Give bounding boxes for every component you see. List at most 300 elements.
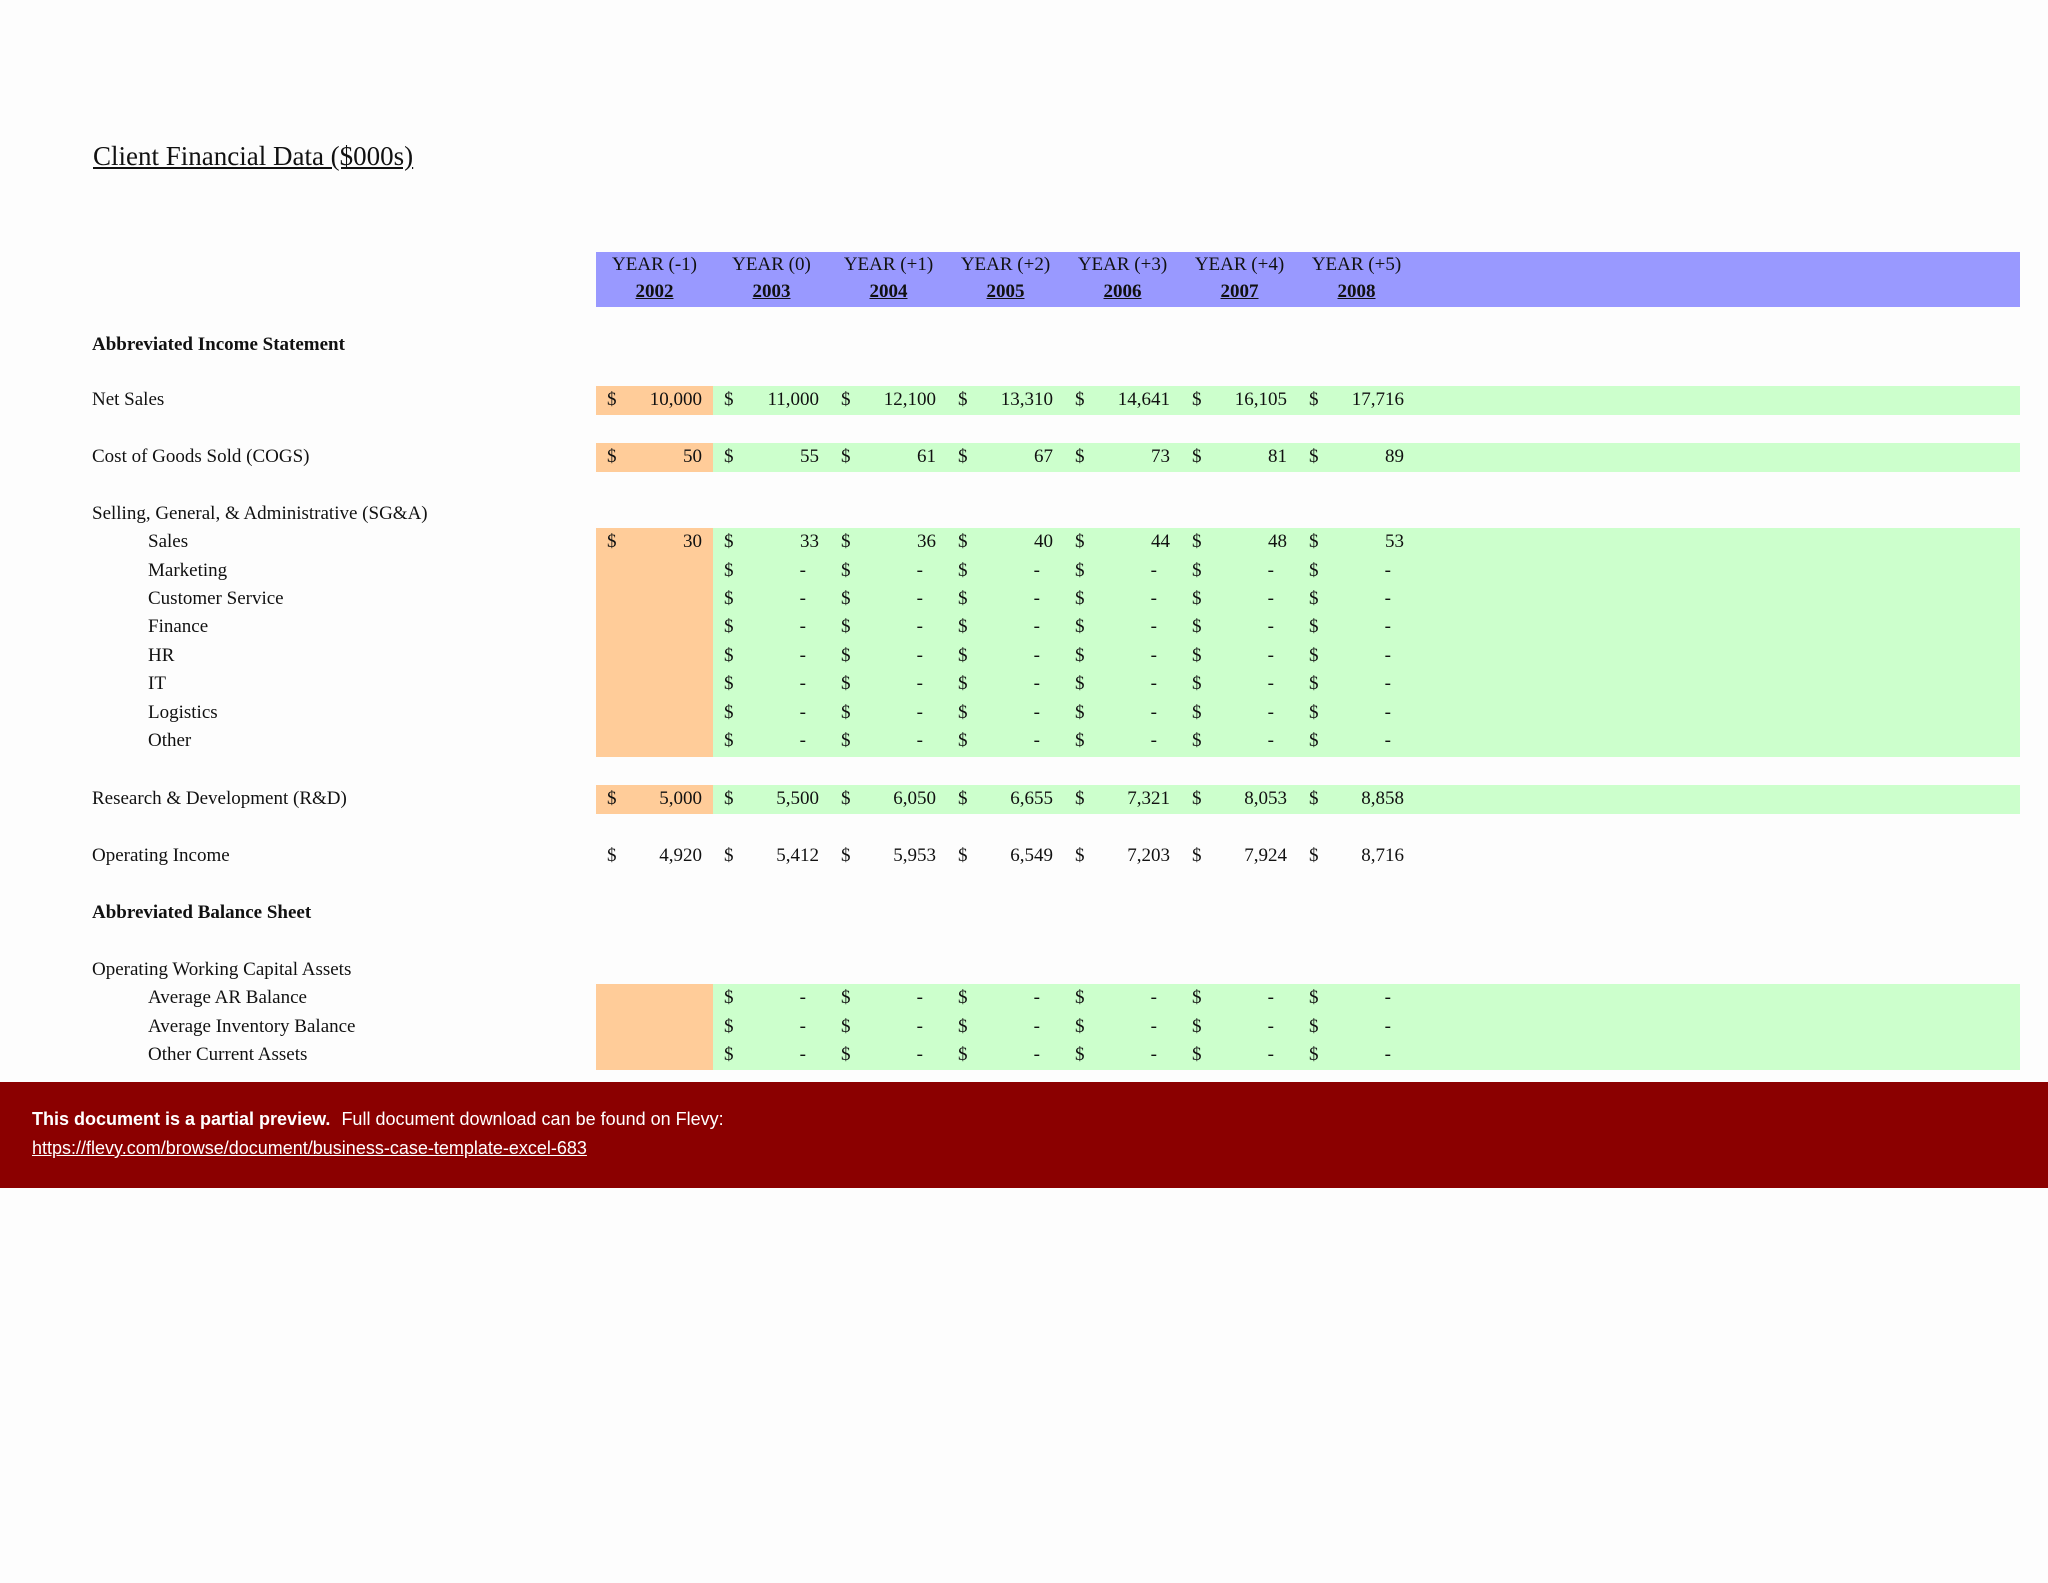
currency-symbol: $: [841, 616, 851, 637]
cell-value: 8,858: [1361, 788, 1404, 809]
cell-value: 11,000: [767, 389, 819, 410]
cell-value: -: [1384, 560, 1391, 581]
table-cell: [947, 1041, 1064, 1069]
banner-message: [32, 1109, 724, 1130]
table-cell: [1181, 785, 1298, 813]
input-band: [596, 528, 713, 757]
year-value: 2004: [869, 281, 908, 302]
currency-symbol: $: [1075, 788, 1085, 809]
table-cell: [830, 984, 947, 1012]
cell-value: 16,105: [1234, 389, 1287, 410]
currency-symbol: $: [1309, 730, 1319, 751]
table-cell: [1298, 785, 1415, 813]
year-header-2008: [1298, 251, 1415, 305]
table-cell: [713, 1041, 830, 1069]
table-cell: [830, 443, 947, 471]
year-value: 2005: [986, 281, 1025, 302]
cell-value: -: [1267, 588, 1274, 609]
table-cell: [1298, 557, 1415, 585]
table-cell: [713, 785, 830, 813]
cell-value: 73: [1151, 446, 1170, 467]
currency-symbol: $: [1309, 616, 1319, 637]
table-cell: [1064, 642, 1181, 670]
table-cell: [1064, 1041, 1181, 1069]
cell-value: 30: [683, 531, 702, 552]
currency-symbol: $: [1309, 645, 1319, 666]
table-cell: [713, 386, 830, 414]
table-cell: [1181, 613, 1298, 641]
currency-symbol: $: [841, 1016, 851, 1037]
cell-value: -: [1267, 560, 1274, 581]
currency-symbol: $: [1075, 645, 1085, 666]
cell-value: 14,641: [1117, 389, 1170, 410]
cell-value: 50: [683, 446, 702, 467]
table-cell: [1181, 642, 1298, 670]
banner-link[interactable]: https://flevy.com/browse/document/business-case-template-excel-683: [32, 1138, 587, 1158]
cell-value: 5,000: [659, 788, 702, 809]
table-cell: [947, 984, 1064, 1012]
cell-value: 61: [917, 446, 936, 467]
cell-value: -: [1033, 588, 1040, 609]
table-cell: [1064, 557, 1181, 585]
currency-symbol: $: [841, 389, 851, 410]
cell-value: -: [916, 588, 923, 609]
currency-symbol: $: [958, 560, 968, 581]
cell-value: 6,655: [1010, 788, 1053, 809]
currency-symbol: $: [958, 702, 968, 723]
currency-symbol: $: [841, 1044, 851, 1065]
table-cell: [1298, 670, 1415, 698]
table-cell: [1064, 1013, 1181, 1041]
currency-symbol: $: [724, 616, 734, 637]
table-cell: [1181, 727, 1298, 755]
cell-value: -: [916, 702, 923, 723]
table-cell: [1064, 443, 1181, 471]
table-cell: [713, 642, 830, 670]
currency-symbol: $: [1192, 673, 1202, 694]
row-label-other-ca: Other Current Assets: [148, 1044, 308, 1065]
table-cell: [1181, 984, 1298, 1012]
currency-symbol: $: [724, 560, 734, 581]
table-cell: [947, 1013, 1064, 1041]
table-cell: [947, 670, 1064, 698]
currency-symbol: $: [841, 560, 851, 581]
cell-value: -: [1384, 616, 1391, 637]
cell-value: -: [799, 645, 806, 666]
table-cell: [596, 386, 713, 414]
table-cell: [1181, 699, 1298, 727]
cell-value: -: [1033, 730, 1040, 751]
table-cell: [1181, 528, 1298, 556]
table-cell: [1181, 443, 1298, 471]
banner-text: Full document download can be found on Flevy:: [341, 1109, 724, 1129]
cell-value: -: [1150, 560, 1157, 581]
table-cell: [1064, 585, 1181, 613]
cell-value: -: [1033, 616, 1040, 637]
currency-symbol: $: [1192, 845, 1202, 866]
input-band: [596, 984, 713, 1070]
year-offset-label: YEAR (+2): [960, 254, 1051, 275]
cell-value: -: [1150, 616, 1157, 637]
cell-value: -: [916, 987, 923, 1008]
table-cell: [1298, 528, 1415, 556]
cell-value: -: [1150, 1044, 1157, 1065]
table-cell: [947, 699, 1064, 727]
cell-value: 6,549: [1010, 845, 1053, 866]
table-cell: [713, 528, 830, 556]
table-cell: [830, 842, 947, 870]
currency-symbol: $: [841, 588, 851, 609]
currency-symbol: $: [1192, 702, 1202, 723]
currency-symbol: $: [1075, 446, 1085, 467]
table-cell: [1064, 785, 1181, 813]
cell-value: 67: [1034, 446, 1053, 467]
cell-value: -: [1384, 730, 1391, 751]
cell-value: -: [1033, 1016, 1040, 1037]
currency-symbol: $: [1192, 531, 1202, 552]
currency-symbol: $: [958, 673, 968, 694]
table-cell: [596, 443, 713, 471]
cell-value: 5,412: [776, 845, 819, 866]
currency-symbol: $: [1075, 588, 1085, 609]
currency-symbol: $: [724, 788, 734, 809]
cell-value: -: [1267, 616, 1274, 637]
cell-value: -: [1384, 1044, 1391, 1065]
cell-value: -: [1033, 560, 1040, 581]
table-cell: [830, 670, 947, 698]
section-balance-sheet: Abbreviated Balance Sheet: [92, 902, 312, 923]
cell-value: 33: [800, 531, 819, 552]
table-cell: [830, 785, 947, 813]
currency-symbol: $: [1075, 730, 1085, 751]
currency-symbol: $: [1075, 616, 1085, 637]
currency-symbol: $: [1309, 389, 1319, 410]
cell-value: 8,053: [1244, 788, 1287, 809]
currency-symbol: $: [841, 446, 851, 467]
table-cell: [830, 642, 947, 670]
row-label-rnd: Research & Development (R&D): [92, 788, 347, 809]
table-cell: [1181, 1013, 1298, 1041]
currency-symbol: $: [1192, 730, 1202, 751]
cell-value: -: [1384, 673, 1391, 694]
cell-value: 10,000: [649, 389, 702, 410]
banner-bold-text: This document is a partial preview.: [32, 1109, 331, 1129]
table-cell: [1181, 585, 1298, 613]
currency-symbol: $: [958, 987, 968, 1008]
cell-value: -: [1150, 588, 1157, 609]
year-header-2005: [947, 251, 1064, 305]
table-cell: [947, 585, 1064, 613]
currency-symbol: $: [1192, 389, 1202, 410]
table-cell: [713, 585, 830, 613]
table-cell: [713, 842, 830, 870]
currency-symbol: $: [1309, 1044, 1319, 1065]
table-cell: [830, 613, 947, 641]
row-label-sga-cs: Customer Service: [148, 588, 284, 609]
currency-symbol: $: [841, 702, 851, 723]
currency-symbol: $: [841, 645, 851, 666]
cell-value: -: [916, 645, 923, 666]
table-cell: [1298, 699, 1415, 727]
table-cell: [1298, 642, 1415, 670]
table-cell: [1298, 613, 1415, 641]
currency-symbol: $: [724, 446, 734, 467]
cell-value: 36: [917, 531, 936, 552]
cell-value: -: [916, 1016, 923, 1037]
row-label-op-income: Operating Income: [92, 845, 230, 866]
cell-value: -: [1267, 1016, 1274, 1037]
cell-value: 53: [1385, 531, 1404, 552]
table-cell: [1298, 727, 1415, 755]
currency-symbol: $: [724, 645, 734, 666]
table-cell: [596, 528, 713, 556]
currency-symbol: $: [841, 531, 851, 552]
row-label-net-sales: Net Sales: [92, 389, 165, 410]
currency-symbol: $: [607, 531, 617, 552]
table-cell: [830, 727, 947, 755]
currency-symbol: $: [841, 788, 851, 809]
table-cell: [1181, 557, 1298, 585]
cell-value: -: [799, 560, 806, 581]
currency-symbol: $: [724, 730, 734, 751]
currency-symbol: $: [1309, 845, 1319, 866]
currency-symbol: $: [1192, 616, 1202, 637]
currency-symbol: $: [1192, 987, 1202, 1008]
cell-value: -: [1384, 645, 1391, 666]
table-cell: [1181, 842, 1298, 870]
cell-value: -: [1033, 673, 1040, 694]
table-cell: [1064, 613, 1181, 641]
currency-symbol: $: [607, 845, 617, 866]
currency-symbol: $: [1075, 673, 1085, 694]
cell-value: -: [1267, 702, 1274, 723]
table-cell: [713, 613, 830, 641]
currency-symbol: $: [724, 673, 734, 694]
currency-symbol: $: [1309, 588, 1319, 609]
table-cell: [947, 727, 1064, 755]
currency-symbol: $: [1309, 702, 1319, 723]
year-value: 2006: [1103, 281, 1142, 302]
currency-symbol: $: [958, 645, 968, 666]
cell-value: 7,321: [1127, 788, 1170, 809]
table-cell: [947, 528, 1064, 556]
table-cell: [713, 1013, 830, 1041]
cell-value: -: [1033, 987, 1040, 1008]
table-cell: [1298, 585, 1415, 613]
currency-symbol: $: [841, 673, 851, 694]
cell-value: -: [1384, 1016, 1391, 1037]
currency-symbol: $: [724, 845, 734, 866]
cell-value: 5,500: [776, 788, 819, 809]
currency-symbol: $: [1192, 1016, 1202, 1037]
cell-value: -: [916, 1044, 923, 1065]
cell-value: -: [799, 730, 806, 751]
table-cell: [1298, 1041, 1415, 1069]
year-offset-label: YEAR (-1): [612, 254, 697, 275]
year-offset-label: YEAR (0): [732, 254, 811, 275]
cell-value: -: [916, 616, 923, 637]
row-label-sga-sales: Sales: [148, 531, 189, 552]
currency-symbol: $: [1075, 560, 1085, 581]
cell-value: -: [799, 1016, 806, 1037]
row-label-sga-logistics: Logistics: [148, 702, 218, 723]
table-cell: [947, 557, 1064, 585]
cell-value: -: [799, 673, 806, 694]
cell-value: 13,310: [1000, 389, 1053, 410]
table-cell: [830, 1013, 947, 1041]
currency-symbol: $: [1075, 987, 1085, 1008]
cell-value: 5,953: [893, 845, 936, 866]
cell-value: 55: [800, 446, 819, 467]
table-cell: [1064, 727, 1181, 755]
currency-symbol: $: [724, 389, 734, 410]
cell-value: -: [1033, 702, 1040, 723]
cell-value: 12,100: [883, 389, 936, 410]
currency-symbol: $: [1192, 788, 1202, 809]
row-label-cogs: Cost of Goods Sold (COGS): [92, 446, 310, 467]
table-cell: [947, 443, 1064, 471]
year-value: 2007: [1220, 281, 1259, 302]
table-cell: [947, 386, 1064, 414]
cell-value: -: [1267, 673, 1274, 694]
year-value: 2003: [752, 281, 791, 302]
table-cell: [830, 557, 947, 585]
currency-symbol: $: [1309, 446, 1319, 467]
currency-symbol: $: [1309, 788, 1319, 809]
currency-symbol: $: [607, 446, 617, 467]
table-cell: [830, 699, 947, 727]
table-cell: [947, 613, 1064, 641]
cell-value: -: [1150, 702, 1157, 723]
currency-symbol: $: [958, 1016, 968, 1037]
table-cell: [830, 585, 947, 613]
table-cell: [596, 842, 713, 870]
cell-value: -: [916, 730, 923, 751]
currency-symbol: $: [1192, 1044, 1202, 1065]
cell-value: 7,203: [1127, 845, 1170, 866]
year-header-2004: [830, 251, 947, 305]
table-cell: [1298, 984, 1415, 1012]
cell-value: 8,716: [1361, 845, 1404, 866]
currency-symbol: $: [724, 531, 734, 552]
table-cell: [1064, 699, 1181, 727]
section-income-statement: Abbreviated Income Statement: [92, 334, 345, 355]
cell-value: 48: [1268, 531, 1287, 552]
cell-value: 40: [1034, 531, 1053, 552]
table-cell: [1181, 670, 1298, 698]
currency-symbol: $: [1309, 1016, 1319, 1037]
row-label-sga-hr: HR: [148, 645, 175, 666]
currency-symbol: $: [1192, 645, 1202, 666]
currency-symbol: $: [1192, 560, 1202, 581]
table-cell: [713, 557, 830, 585]
table-cell: [1181, 386, 1298, 414]
currency-symbol: $: [1075, 702, 1085, 723]
currency-symbol: $: [841, 987, 851, 1008]
year-header-2002: [596, 251, 713, 305]
cell-value: -: [1033, 645, 1040, 666]
table-cell: [830, 1041, 947, 1069]
row-label-sga-marketing: Marketing: [148, 560, 228, 581]
cell-value: 17,716: [1351, 389, 1404, 410]
cell-value: -: [1150, 730, 1157, 751]
currency-symbol: $: [724, 702, 734, 723]
table-cell: [947, 642, 1064, 670]
table-cell: [947, 842, 1064, 870]
row-label-sga-header: Selling, General, & Administrative (SG&A): [92, 503, 428, 524]
currency-symbol: $: [1192, 446, 1202, 467]
currency-symbol: $: [1309, 987, 1319, 1008]
table-cell: [1298, 443, 1415, 471]
table-cell: [1064, 842, 1181, 870]
year-header-2007: [1181, 251, 1298, 305]
cell-value: -: [799, 1044, 806, 1065]
currency-symbol: $: [724, 1044, 734, 1065]
cell-value: -: [916, 673, 923, 694]
table-cell: [1298, 386, 1415, 414]
cell-value: -: [1267, 1044, 1274, 1065]
row-label-sga-it: IT: [148, 673, 166, 694]
currency-symbol: $: [724, 1016, 734, 1037]
table-cell: [947, 785, 1064, 813]
table-cell: [1064, 984, 1181, 1012]
currency-symbol: $: [958, 788, 968, 809]
cell-value: -: [1384, 987, 1391, 1008]
cell-value: -: [1384, 702, 1391, 723]
currency-symbol: $: [1075, 389, 1085, 410]
table-cell: [1064, 528, 1181, 556]
table-cell: [1181, 1041, 1298, 1069]
cell-value: -: [916, 560, 923, 581]
preview-banner: [0, 1082, 2048, 1188]
table-cell: [1298, 842, 1415, 870]
currency-symbol: $: [607, 389, 617, 410]
year-header-2006: [1064, 251, 1181, 305]
currency-symbol: $: [958, 446, 968, 467]
year-offset-label: YEAR (+1): [843, 254, 934, 275]
row-label-sga-finance: Finance: [148, 616, 209, 637]
row-label-avg-ar: Average AR Balance: [148, 987, 307, 1008]
cell-value: -: [799, 702, 806, 723]
currency-symbol: $: [607, 788, 617, 809]
currency-symbol: $: [958, 1044, 968, 1065]
cell-value: -: [799, 588, 806, 609]
cell-value: -: [1033, 1044, 1040, 1065]
table-cell: [713, 670, 830, 698]
table-cell: [713, 699, 830, 727]
cell-value: 81: [1268, 446, 1287, 467]
currency-symbol: $: [1309, 673, 1319, 694]
cell-value: 7,924: [1244, 845, 1287, 866]
table-cell: [713, 727, 830, 755]
row-label-avg-inv: Average Inventory Balance: [148, 1016, 356, 1037]
currency-symbol: $: [1309, 531, 1319, 552]
currency-symbol: $: [841, 845, 851, 866]
currency-symbol: $: [958, 845, 968, 866]
table-cell: [1298, 1013, 1415, 1041]
cell-value: -: [1267, 645, 1274, 666]
currency-symbol: $: [1075, 845, 1085, 866]
table-cell: [830, 386, 947, 414]
cell-value: -: [799, 616, 806, 637]
currency-symbol: $: [724, 588, 734, 609]
page-title: Client Financial Data ($000s): [93, 141, 414, 171]
currency-symbol: $: [1309, 560, 1319, 581]
table-cell: [1064, 670, 1181, 698]
cell-value: -: [1150, 645, 1157, 666]
table-cell: [830, 528, 947, 556]
currency-symbol: $: [724, 987, 734, 1008]
